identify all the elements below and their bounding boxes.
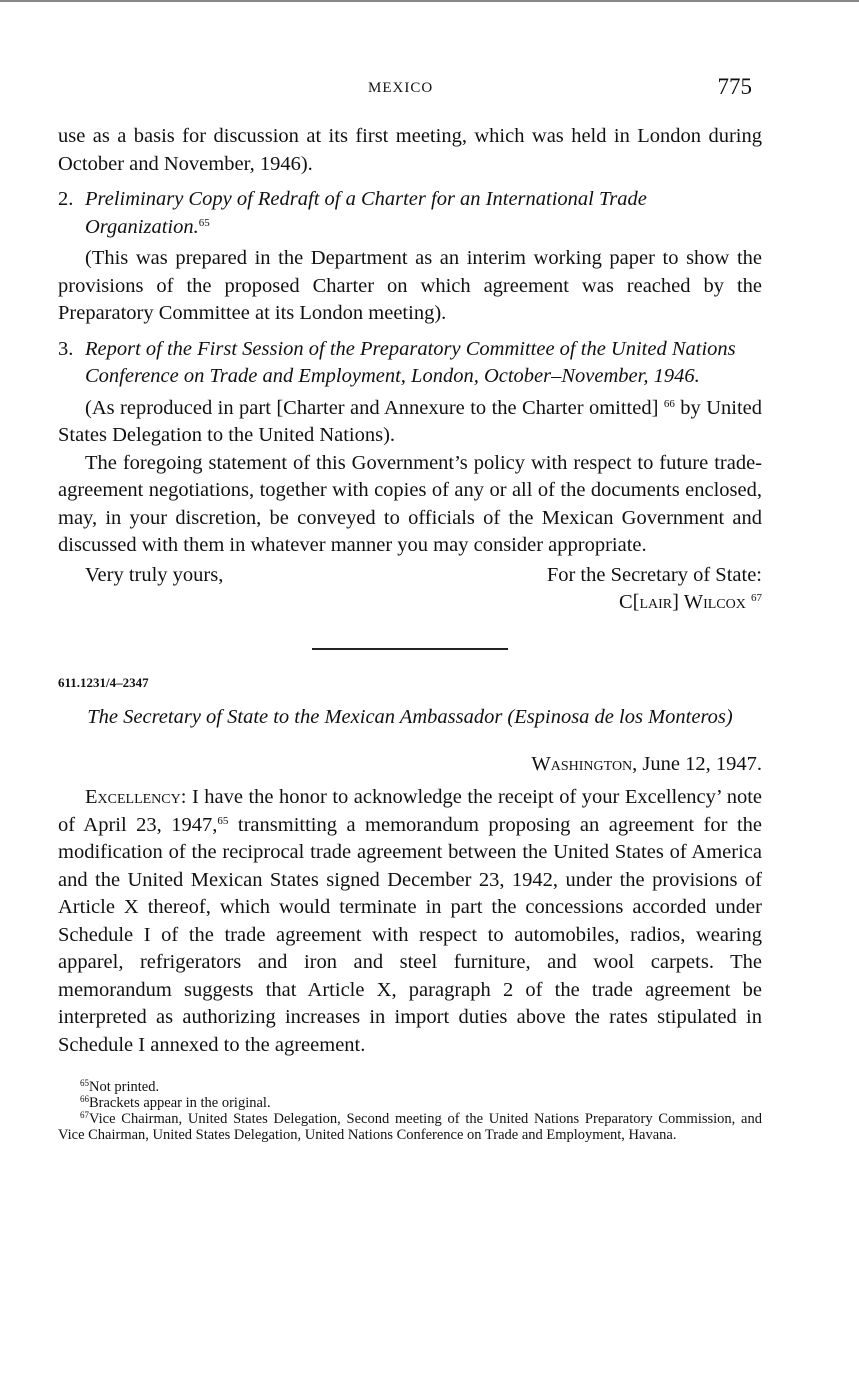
top-border [0, 0, 859, 2]
footnote [58, 1111, 762, 1143]
signature [619, 589, 762, 617]
dateline-place: W [531, 752, 551, 775]
footnote [58, 1079, 762, 1095]
footnote-ref[interactable]: 65 [198, 216, 210, 229]
footnote-number: 65 [80, 1078, 89, 1088]
footnote-number: 66 [80, 1094, 89, 1104]
letter-body [58, 784, 762, 1059]
section-divider [312, 648, 508, 650]
footnote [58, 1095, 762, 1111]
dateline [58, 751, 762, 779]
footnote-number: 67 [80, 1110, 89, 1120]
note-text: (As reproduced in part [Charter and Annexure to the Charter omitted] [85, 396, 659, 419]
salutation: : [180, 786, 187, 808]
running-head: MEXICO [368, 80, 434, 96]
signature-part: lair [639, 590, 673, 613]
dateline-date: , June 12, 1947. [632, 752, 762, 775]
footnote-text: Brackets appear in the original. [89, 1095, 271, 1111]
page-header [58, 74, 762, 102]
list-item-note: (This was prepared in the Department as an interim working paper to show the provisions of the proposed Charter on which agreement was reached by the Preparatory Committee at its London meeting). [58, 247, 762, 324]
salutation: E [85, 786, 98, 808]
signature-part: ] [672, 590, 684, 613]
signature-part: C[ [618, 590, 640, 613]
page-number: 775 [717, 74, 752, 99]
paragraph-continuation: use as a basis for discussion at its first meeting, which was held in London during October and November, 1946). [58, 125, 762, 175]
letter-text: transmitting a memorandum proposing an agreement for the modification of the reciprocal trade agreement between the United States of America and the United Mexican States signed December 23, 1942, under the provisions of Article X thereof, which would terminate in part the concessions accorded under Schedule I of the trade agreement with respect to automobiles, radios, wearing apparel, refrigerators and iron and steel furniture, and wool carpets. The memorandum suggests that Article X, paragraph 2 of the trade agreement be interpreted as authorizing increases in import duties above the rates stipulated in Schedule I annexed to the agreement. [58, 813, 762, 1056]
closing-for-line: For the Secretary of State: [546, 563, 762, 586]
dateline-place: ashington [550, 752, 633, 775]
list-item-title: Report of the First Session of the Preparatory Committee of the United Nations Conference on Trade and Employment, London, October–November, 1946. [85, 337, 736, 387]
list-item-title: Preliminary Copy of Redraft of a Charter for an International Trade Organization. [85, 188, 647, 238]
footnote-ref[interactable]: 67 [751, 591, 762, 604]
list-item-2 [58, 186, 762, 241]
salutation: xcellency [97, 786, 181, 808]
footnotes [58, 1079, 762, 1143]
letter-text: I have the honor to acknowledge the receipt of your Excellency’ note of April 23, 1947, [58, 786, 762, 836]
file-number: 611.1231/4–2347 [58, 674, 149, 690]
page-body [58, 123, 762, 1143]
list-item-number: 3. [58, 337, 74, 360]
footnote-ref[interactable]: 66 [663, 397, 675, 410]
list-item-note [58, 395, 762, 450]
list-item-number: 2. [58, 188, 74, 210]
note-text: by United States Delegation to the United Nations). [58, 396, 763, 446]
footnote-text: Not printed. [89, 1079, 160, 1095]
document-title: The Secretary of State to the Mexican Ambassador (Espinosa de los Monteros) [87, 705, 733, 728]
footnote-ref[interactable]: 65 [217, 814, 229, 827]
footnote-text: Vice Chairman, United States Delegation, Second meeting of the United Nations Preparatory Commission, and Vice Chairman, United States Delegation, United Nations Conference on Trade and Employment, Havana. [58, 1111, 762, 1143]
closing-salutation: Very truly yours, [85, 563, 224, 586]
list-item-3 [58, 336, 762, 391]
paragraph-foregoing: The foregoing statement of this Government’s policy with respect to future trade-agreement negotiations, together with copies of any or all of the documents enclosed, may, in your discretion, be conveyed to officials of the Mexican Government and discussed with them in whatever manner you may consider appropriate. [58, 451, 762, 556]
signature-part: ilcox [703, 590, 746, 613]
signature-part: W [683, 590, 704, 613]
letter-closing [58, 562, 762, 618]
